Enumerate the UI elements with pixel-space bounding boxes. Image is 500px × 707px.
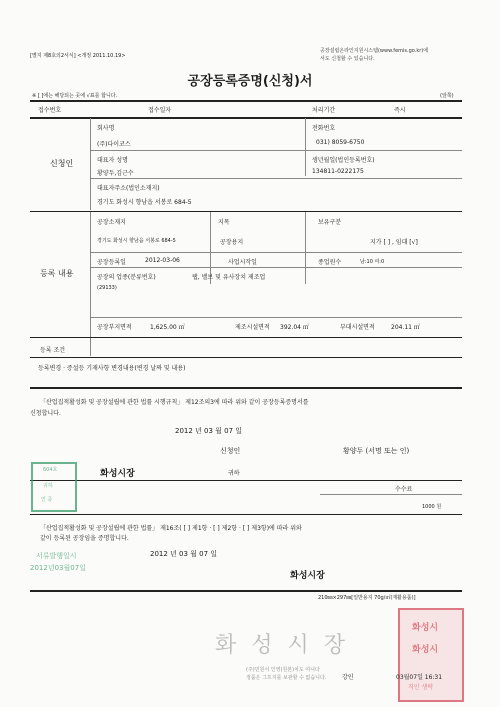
representative-label: 대표자 성명: [97, 157, 128, 164]
location-label: 공장소재지: [97, 219, 126, 226]
change-history-rule: [30, 387, 462, 389]
applicant-section-label: 신청인: [50, 159, 74, 168]
registration-section-label: 등록 내용: [40, 269, 74, 278]
applicant-row-rule-2: [90, 178, 462, 179]
site-area-label: 공장부지면적: [97, 324, 132, 331]
fee-rule: [320, 494, 462, 495]
official-seal-watermark: 화 성 시 장: [215, 633, 349, 658]
front-side-label: (앞쪽): [440, 93, 454, 99]
green-stamp-line-3: 인 증: [41, 497, 53, 503]
phone-label: 전화번호: [312, 125, 336, 132]
mfg-area-label: 제조시설면적: [235, 324, 270, 331]
paper-spec: 210㎜×297㎜[일반용지 70g/㎡(재활용품)]: [318, 595, 416, 601]
application-statement-1: 「산업집적활성화 및 공장설립에 관한 법률 시행규칙」 제12조의3에 따라 위와 같이 공장등록증명서를: [40, 399, 309, 406]
issue-time: 03월07일 16:31: [396, 674, 443, 681]
registration-date-value: 2012-03-06: [145, 257, 180, 264]
addressee-suffix: 귀하: [228, 470, 240, 477]
red-stamp-line-2: 화성시: [412, 645, 439, 655]
business-start-label: 사업시작일: [228, 259, 257, 266]
seal-footer-1: (주)민원서 인영(원본)치도 여니다: [246, 667, 320, 673]
application-date: 2012 년 03 월 07 일: [175, 427, 243, 435]
applicant-rule-bottom: [30, 211, 462, 212]
application-statement-2: 신청합니다.: [30, 410, 61, 417]
land-category-label: 지목: [218, 219, 230, 226]
land-category-value: 공장용지: [220, 239, 244, 246]
conditions-label: 등록 조건: [40, 347, 66, 354]
online-notice-1: 공장설립온라인지원시스템(www.femis.go.kr)에: [320, 48, 429, 54]
site-area-value: 1,625.00 ㎡: [150, 324, 185, 331]
processing-period-label: 처리기간: [312, 107, 336, 114]
receipt-date-label: 접수일자: [148, 107, 172, 114]
applicant-row-rule-1: [90, 150, 462, 151]
issue-stamp-line-1: 서류발행일시: [36, 552, 77, 560]
receipt-rule: [30, 117, 462, 119]
company-label: 회사명: [97, 125, 115, 132]
red-stamp-line-1: 화성시: [412, 623, 439, 633]
green-stamp-line-1: 604호: [43, 467, 58, 473]
registration-date-label: 공장등록일: [97, 259, 126, 266]
change-history-label: 등록변경 · 증설등 기재사항 변경내용(변경 날짜 및 내용): [38, 365, 186, 372]
certification-date: 2012 년 03 월 07 일: [150, 550, 218, 558]
applicant-divider: [90, 118, 91, 210]
seal-no-label: 강인: [342, 674, 354, 681]
industry-code: (29133): [97, 285, 117, 291]
reg-row-rule-3: [90, 317, 462, 318]
processing-period-value: 즉시: [394, 107, 406, 114]
registration-divider: [90, 212, 91, 337]
registration-rule-bottom: [30, 337, 462, 338]
address-label: 대표자주소(법인소재지): [97, 185, 160, 192]
industry-label: 공장의 업종(분류번호): [97, 274, 156, 281]
addressee: 화성시장: [100, 469, 135, 479]
addressee-rule: [30, 480, 462, 481]
company-value: (주)다이코스: [97, 141, 131, 148]
seal-footer-2: 정품은 그프지를 보관할 수 없습니다.: [246, 675, 327, 681]
certification-statement-1: 「산업집적활성화 및 공장설립에 관한 법률」 제16조( [ ] 제1항 · [ ] 제2항 · [ ] 제3항)에 따라 위와: [40, 525, 302, 532]
reg-row-rule-1: [90, 252, 462, 253]
issuer-rule: [30, 590, 462, 592]
industry-value: 탭, 밸브 및 유사장치 제조업: [192, 274, 266, 281]
applicant-col-divider: [305, 118, 306, 176]
representative-value: 황양두,김근수: [97, 170, 134, 177]
sub-area-label: 부대시설면적: [340, 324, 375, 331]
fee-value: 1000 원: [422, 504, 442, 510]
form-number: [별지 제8호의2서식] <개정 2011.10.19>: [30, 53, 126, 59]
fee-label: 수수료: [395, 486, 413, 493]
conditions-divider: [90, 338, 91, 356]
employees-value: 남:10 여:0: [360, 259, 385, 265]
red-stamp-line-3: 직인 생략: [408, 684, 434, 691]
birth-label: 생년월일(법인등록번호): [312, 157, 375, 164]
online-notice-2: 서도 신청할 수 있습니다.: [320, 56, 375, 62]
mfg-area-value: 392.04 ㎡: [280, 324, 309, 331]
birth-value: 134811-0222175: [312, 168, 364, 175]
ownership-label: 보유구분: [318, 219, 342, 226]
conditions-rule: [30, 357, 462, 358]
top-rule: [30, 100, 462, 102]
sub-area-value: 204.11 ㎡: [391, 324, 420, 331]
signer-label: 신청인: [220, 447, 241, 455]
reg-col-divider-2: [305, 212, 306, 284]
address-value: 경기도 화성시 향남읍 서봉로 684-5: [97, 199, 192, 206]
location-value: 경기도 화성시 향남읍 서봉로 684-5: [97, 238, 176, 244]
signer-value: 황양두 (서명 또는 인): [343, 447, 410, 455]
ownership-value: 지가 [ ] , 임대 [√]: [370, 239, 418, 246]
check-guide: ※ [ ]에는 해당되는 곳에 √표를 합니다.: [32, 93, 118, 99]
phone-value: 031) 8059-6750: [316, 139, 365, 146]
red-official-stamp: [398, 608, 464, 702]
document-title: 공장등록증명(신청)서: [187, 74, 313, 89]
certification-statement-2: 같이 등록된 공장임을 증명합니다.: [40, 535, 129, 542]
issue-stamp-line-2: 2012년03월07일: [30, 564, 86, 572]
reg-row-rule-2: [90, 267, 462, 268]
green-stamp: [31, 462, 77, 512]
employees-label: 종업원수: [318, 259, 342, 266]
receipt-no-label: 접수번호: [38, 107, 62, 114]
green-stamp-line-2: 귀하: [43, 483, 53, 489]
issuer-name: 화성시장: [290, 571, 325, 581]
fee-bottom-rule: [30, 514, 462, 515]
